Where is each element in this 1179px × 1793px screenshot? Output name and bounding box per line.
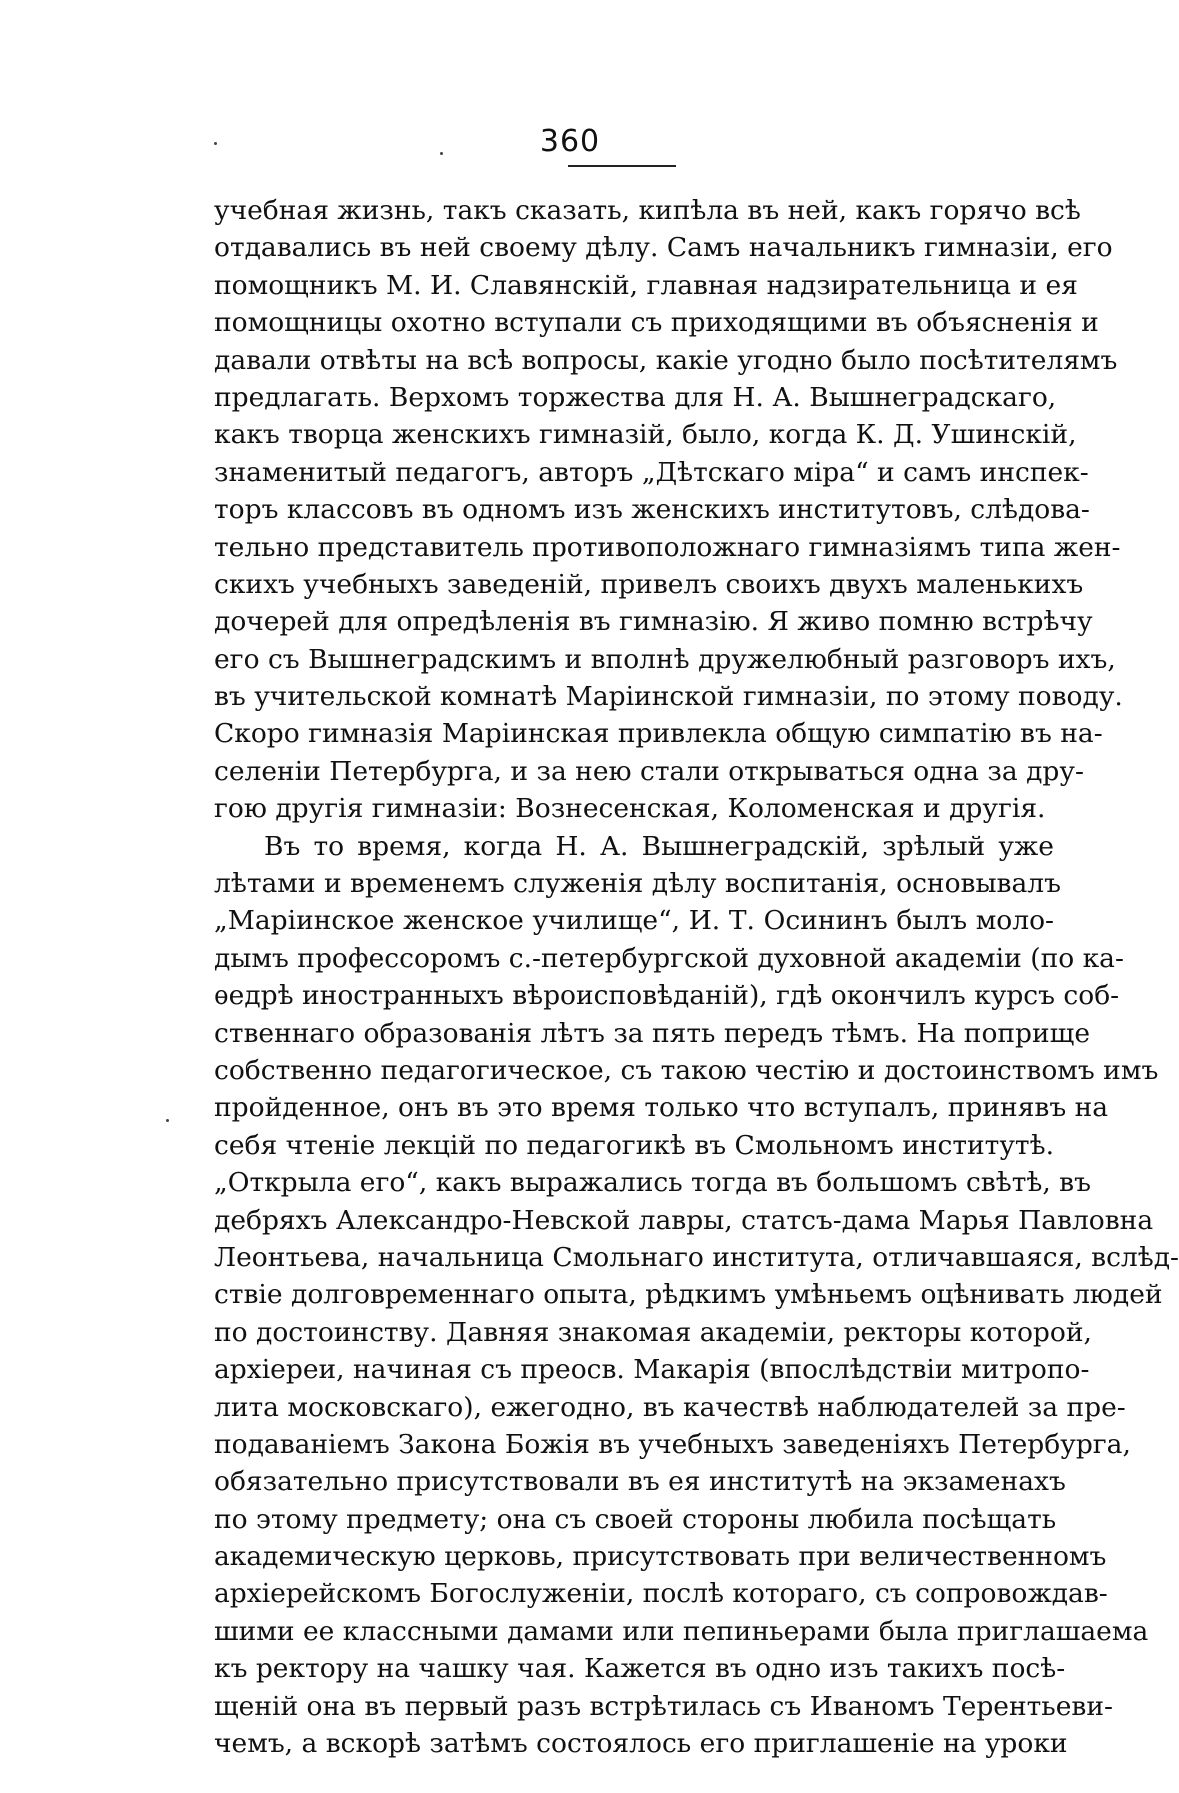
text-line: ствіе долговременнаго опыта, рѣдкимъ умѣньемъ оцѣнивать людей bbox=[214, 1279, 1163, 1311]
text-line: пройденное, онъ въ это время только что вступалъ, принявъ на bbox=[214, 1092, 1109, 1124]
text-line: къ ректору на чашку чая. Кажется въ одно изъ такихъ посѣ- bbox=[214, 1653, 1066, 1685]
paragraph-start-line: Въ то время, когда Н. А. Вышнеградскій, зрѣлый уже bbox=[264, 830, 1054, 862]
page-number: 360 bbox=[539, 124, 601, 159]
text-line: дочерей для опредѣленія въ гимназію. Я живо помню встрѣчу bbox=[214, 606, 1093, 638]
text-line: подаваніемъ Закона Божія въ учебныхъ заведеніяхъ Петербурга, bbox=[214, 1428, 1131, 1460]
text-line: предлагать. Верхомъ торжества для Н. А. Вышнеградскаго, bbox=[214, 381, 1057, 413]
text-line: давали отвѣты на всѣ вопросы, какіе угодно было посѣтителямъ bbox=[214, 344, 1118, 376]
scan-speck bbox=[166, 1119, 169, 1122]
text-line: щеній она въ первый разъ встрѣтилась съ Иваномъ Терентьеви- bbox=[214, 1690, 1113, 1722]
text-line: помощникъ М. И. Славянскій, главная надзирательница и ея bbox=[214, 269, 1078, 301]
text-line: себя чтеніе лекцій по педагогикѣ въ Смольномъ институтѣ. bbox=[214, 1129, 1054, 1161]
paragraph-end-line: гою другія гимназіи: Вознесенская, Коломенская и другія. bbox=[214, 793, 1046, 825]
scan-speck bbox=[440, 152, 443, 155]
text-line: „Открыла его“, какъ выражались тогда въ большомъ свѣтѣ, въ bbox=[214, 1167, 1091, 1199]
text-line: скихъ учебныхъ заведеній, привелъ своихъ двухъ маленькихъ bbox=[214, 568, 1084, 600]
text-line: учебная жизнь, такъ сказать, кипѣла въ ней, какъ горячо всѣ bbox=[214, 195, 1081, 226]
text-line: помощницы охотно вступали съ приходящими въ объясненія и bbox=[214, 307, 1099, 339]
text-line: въ учительской комнатѣ Маріинской гимназіи, по этому поводу. bbox=[214, 681, 1123, 713]
text-line: шими ее классными дамами или пепиньерами была приглашаема bbox=[214, 1615, 1149, 1647]
text-line: какъ творца женскихъ гимназій, было, когда К. Д. Ушинскій, bbox=[214, 419, 1077, 451]
text-line: лѣтами и временемъ служенія дѣлу воспитанія, основывалъ bbox=[214, 868, 1061, 900]
text-line: селеніи Петербурга, и за нею стали открываться одна за дру- bbox=[214, 755, 1084, 787]
text-line: Скоро гимназія Маріинская привлекла общую симпатію въ на- bbox=[214, 718, 1103, 750]
text-line: лита московскаго), ежегодно, въ качествѣ наблюдателей за пре- bbox=[214, 1391, 1126, 1423]
text-line: отдавались въ ней своему дѣлу. Самъ начальникъ гимназіи, его bbox=[214, 232, 1113, 264]
text-line: его съ Вышнеградскимъ и вполнѣ дружелюбный разговоръ ихъ, bbox=[214, 643, 1116, 675]
text-line: по достоинству. Давняя знакомая академіи, ректоры которой, bbox=[214, 1316, 1092, 1348]
text-line: архіерейскомъ Богослуженіи, послѣ котораго, съ сопровождав- bbox=[214, 1578, 1108, 1610]
text-line: дебряхъ Александро-Невской лавры, статсъ-дама Марья Павловна bbox=[214, 1204, 1154, 1236]
body-text bbox=[214, 192, 1179, 1762]
scan-speck bbox=[214, 142, 217, 145]
text-line: по этому предмету; она съ своей стороны любила посѣщать bbox=[214, 1503, 1057, 1535]
text-line: тельно представитель противоположнаго гимназіямъ типа жен- bbox=[214, 531, 1121, 563]
text-line: ственнаго образованія лѣтъ за пять передъ тѣмъ. На поприще bbox=[214, 1017, 1091, 1049]
text-line: дымъ профессоромъ с.-петербургской духовной академіи (по ка- bbox=[214, 942, 1124, 974]
text-line: собственно педагогическое, съ такою честію и достоинствомъ имъ bbox=[214, 1054, 1159, 1086]
page-number-rule bbox=[568, 165, 676, 167]
text-line: архіереи, начиная съ преосв. Макарія (впослѣдствіи митропо- bbox=[214, 1354, 1090, 1386]
text-line: „Маріинское женское училище“, И. Т. Осининъ былъ моло- bbox=[214, 905, 1054, 937]
text-line: чемъ, а вскорѣ затѣмъ состоялось его приглашеніе на уроки bbox=[214, 1728, 1068, 1760]
text-line: знаменитый педагогъ, авторъ „Дѣтскаго міра“ и самъ инспек- bbox=[214, 456, 1089, 488]
text-line: академическую церковь, присутствовать при величественномъ bbox=[214, 1541, 1107, 1573]
text-line: Леонтьева, начальница Смольнаго института, отличавшаяся, вслѣд- bbox=[214, 1241, 1179, 1273]
text-line: обязательно присутствовали въ ея институтѣ на экзаменахъ bbox=[214, 1466, 1066, 1498]
text-line: торъ классовъ въ одномъ изъ женскихъ институтовъ, слѣдова- bbox=[214, 494, 1090, 526]
text-line: ѳедрѣ иностранныхъ вѣроисповѣданій), гдѣ окончилъ курсъ соб- bbox=[214, 980, 1120, 1012]
